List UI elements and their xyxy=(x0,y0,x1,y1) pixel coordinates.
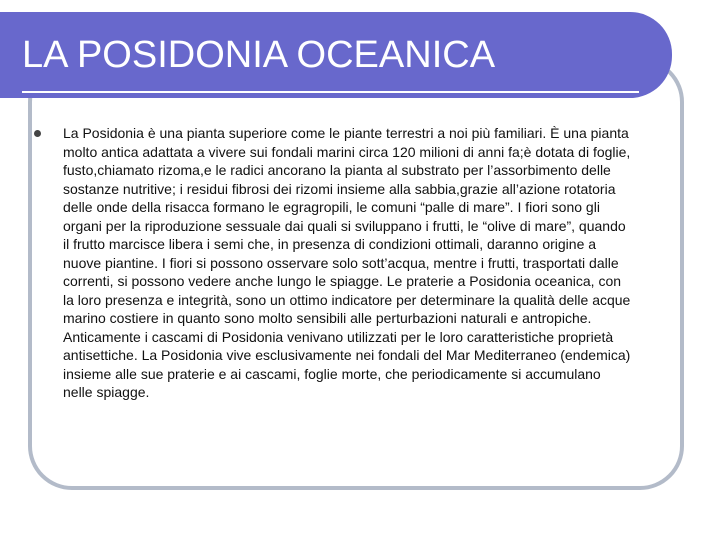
title-underline xyxy=(22,91,639,93)
bullet-text: La Posidonia è una pianta superiore come le piante terrestri a noi più familiari. È una pianta molto antica adattata a vivere sui fondali marini circa 120 milioni di anni fa;è dotata di foglie, fusto,chiamato rizoma,e le radici ancorano la pianta al substrato per l’assorbimento delle sostanze nutritive; i residui fibrosi dei rizomi insieme alla sabbia,grazie all’azione rotatoria delle onde della risacca formano le egragropili, le comuni “palle di mare”. I fiori sono gli organi per la riproduzione sessuale dai quali si sviluppano i frutti, le “olive di mare”, quando il frutto marcisce libera i semi che, in presenza di condizioni ottimali, daranno origine a nuove piantine. I fiori si possono osservare solo sott’acqua, mentre i frutti, trasportati dalle correnti, si possono vedere anche lungo le spiagge. Le praterie a Posidonia oceanica, con la loro presenza e integrità, sono un ottimo indicatore per determinare la qualità delle acque marino costiere in quanto sono molto sensibili alle perturbazioni naturali e antropiche. Anticamente i cascami di Posidonia venivano utilizzati per le loro caratteristiche proprietà antisettiche. La Posidonia vive esclusivamente nei fondali del Mar Mediterraneo (endemica) insieme alle sue praterie e ai cascami, foglie morte, che periodicamente si accumulano nelle spiagge. xyxy=(63,125,631,400)
slide-title: LA POSIDONIA OCEANICA xyxy=(22,34,496,76)
bullet-dot-icon xyxy=(34,130,41,137)
